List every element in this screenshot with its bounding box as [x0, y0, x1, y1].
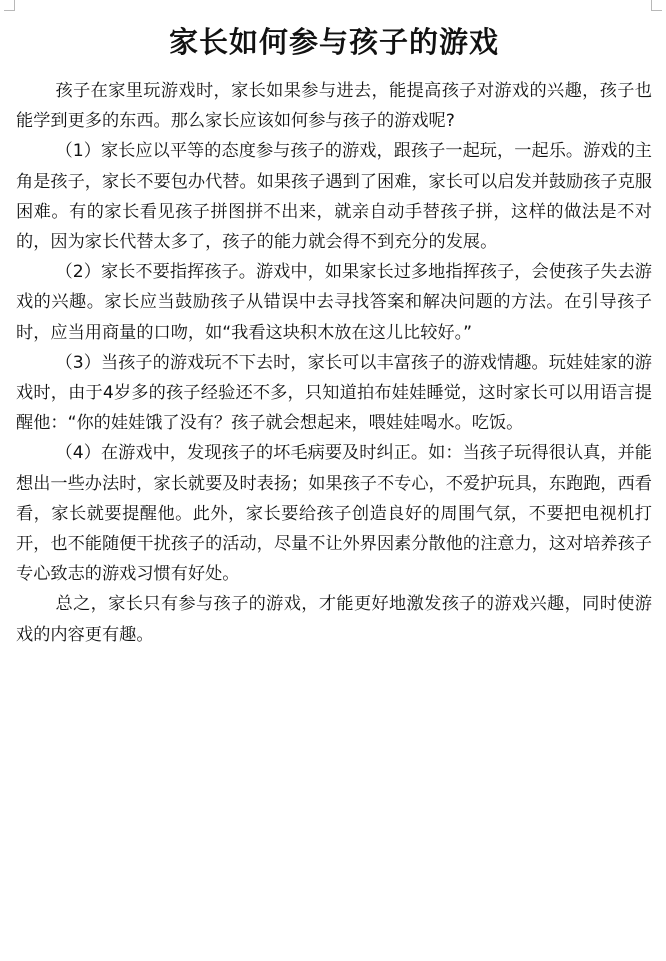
- document-page: [16, 20, 652, 650]
- document-title: 家长如何参与孩子的游戏: [168, 25, 499, 59]
- paragraph-point-1: （1）家长应以平等的态度参与孩子的游戏，跟孩子一起玩，一起乐。游戏的主角是孩子，家长不要包办代替。如果孩子遇到了困难，家长可以启发并鼓励孩子克服困难。有的家长看见孩子拼图拼不出来，就亲自动手替孩子拼，这样的做法是不对的，因为家长代替太多了，孩子的能力就会得不到充分的发展。: [16, 141, 652, 253]
- paragraph-point-3: （3）当孩子的游戏玩不下去时，家长可以丰富孩子的游戏情趣。玩娃娃家的游戏时，由于4岁多的孩子经验还不多，只知道拍布娃娃睡觉，这时家长可以用语言提醒他：“你的娃娃饿了没有？孩子就会想起来，喂娃娃喝水。吃饭。: [16, 352, 652, 434]
- paragraph-point-4: （4）在游戏中，发现孩子的坏毛病要及时纠正。如：当孩子玩得很认真，并能想出一些办法时，家长就要及时表扬；如果孩子不专心，不爱护玩具，东跑跑，西看看，家长就要提醒他。此外，家长要给孩子创造良好的周围气氛，不要把电视机打开，也不能随便干扰孩子的活动，尽量不让外界因素分散他的注意力，这对培养孩子专心致志的游戏习惯有好处。: [16, 443, 652, 585]
- paragraph-conclusion: 总之，家长只有参与孩子的游戏，才能更好地激发孩子的游戏兴趣，同时使游戏的内容更有趣。: [16, 594, 652, 645]
- paragraph-intro: 孩子在家里玩游戏时，家长如果参与进去，能提高孩子对游戏的兴趣，孩子也能学到更多的东西。那么家长应该如何参与孩子的游戏呢?: [16, 81, 652, 132]
- page-corner-mark-right: [651, 0, 662, 11]
- page-corner-mark-left: [4, 0, 15, 11]
- paragraph-point-2: （2）家长不要指挥孩子。游戏中，如果家长过多地指挥孩子，会使孩子失去游戏的兴趣。家长应当鼓励孩子从错误中去寻找答案和解决问题的方法。在引导孩子时，应当用商量的口吻，如“我看这块积木放在这儿比较好。”: [16, 262, 652, 343]
